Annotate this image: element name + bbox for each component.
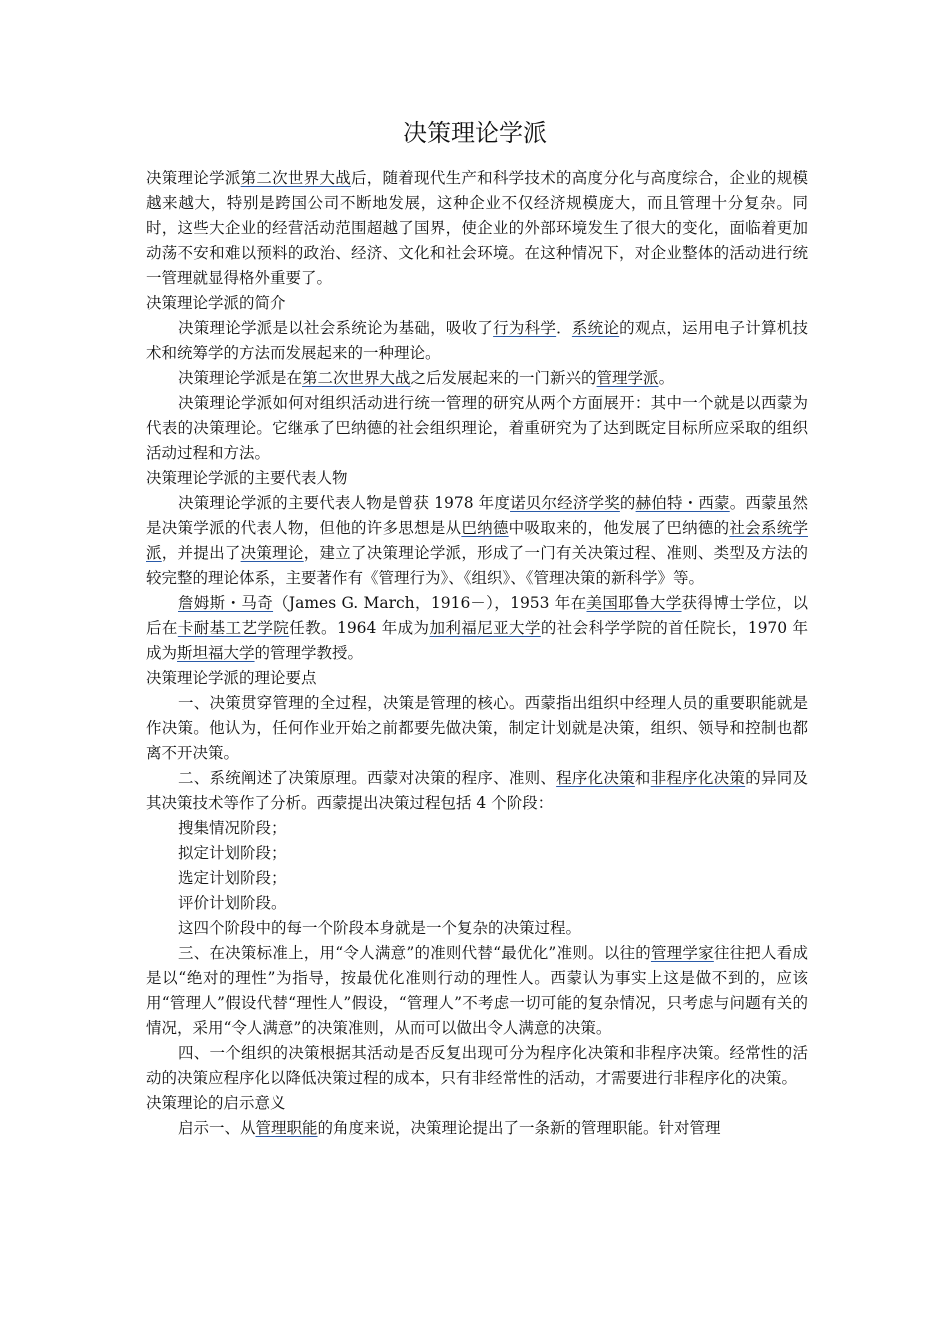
list-item bbox=[146, 891, 808, 916]
text-run: 决策理论学派的主要代表人物 bbox=[146, 469, 348, 487]
body-paragraph bbox=[146, 316, 808, 366]
text-run: （James G. March，1916－），1953 年在 bbox=[273, 594, 587, 612]
text-run: 的角度来说，决策理论提出了一条新的管理职能。针对管理 bbox=[317, 1119, 721, 1137]
body-paragraph bbox=[146, 491, 808, 591]
list-item bbox=[146, 916, 808, 941]
text-run: 选定计划阶段； bbox=[178, 869, 287, 887]
body-paragraph bbox=[146, 1041, 808, 1091]
hyperlink[interactable]: 社会系统学派 bbox=[146, 519, 808, 562]
hyperlink[interactable]: 管理职能 bbox=[255, 1119, 318, 1137]
text-run: 四、一个组织的决策根据其活动是否反复出现可分为程序化决策和非程序决策。经常性的活动的决策应程序化以降低决策过程的成本，只有非经常性的活动，才需要进行非程序化的决策。 bbox=[146, 1044, 808, 1087]
text-run: 的管理学教授。 bbox=[254, 644, 364, 662]
body-paragraph bbox=[146, 691, 808, 766]
document-title: 决策理论学派 bbox=[403, 119, 547, 147]
text-run: 任教。1964 年成为 bbox=[289, 619, 430, 637]
hyperlink[interactable]: 巴纳德 bbox=[461, 519, 509, 537]
hyperlink[interactable]: 诺贝尔经济学奖 bbox=[510, 494, 620, 512]
body-paragraph bbox=[146, 1116, 808, 1141]
body-paragraph bbox=[146, 591, 808, 666]
text-run: 决策理论的启示意义 bbox=[146, 1094, 286, 1112]
text-run: 决策理论学派是以社会系统论为基础，吸收了 bbox=[178, 319, 494, 337]
list-item bbox=[146, 866, 808, 891]
text-run: 三、在决策标准上，用“令人满意”的准则代替“最优化”准则。以往的 bbox=[178, 944, 651, 962]
body-paragraph bbox=[146, 941, 808, 1041]
hyperlink[interactable]: 管理学家 bbox=[650, 944, 714, 962]
text-run: 往往把人看成是以“绝对的理性”为指导，按最优化准则行动的理性人。西蒙认为事实上这是做不到的，应该用“管理人”假设代替“理性人”假设，“管理人”不考虑一切可能的复杂情况，只考虑与问题有关的情况，采用“令人满意”的决策准则，从而可以做出令人满意的决策。 bbox=[146, 944, 808, 1037]
text-run: 。西蒙虽然是决策学派的代表人物，但他的许多思想是从 bbox=[146, 494, 808, 537]
text-run: 决策理论学派的简介 bbox=[146, 294, 286, 312]
text-run: 和 bbox=[634, 769, 651, 787]
body-paragraph bbox=[146, 391, 808, 466]
body-paragraph bbox=[146, 766, 808, 816]
text-run: ，建立了决策理论学派，形成了一门有关决策过程、准则、类型及方法的较完整的理论体系，主要著作有《管理行为》、《组织》、《管理决策的新科学》等。 bbox=[146, 544, 808, 587]
text-run: 中吸取来的，他发展了巴纳德的 bbox=[508, 519, 730, 537]
text-run: 决策理论学派的主要代表人物是曾获 1978 年度 bbox=[178, 494, 511, 512]
document-body bbox=[146, 166, 808, 1141]
section-heading bbox=[146, 291, 808, 316]
text-run: 的观点，运用电子计算机技术和统筹学的方法而发展起来的一种理论。 bbox=[146, 319, 808, 362]
hyperlink[interactable]: 决策理论 bbox=[240, 544, 304, 562]
text-run: 获得博士学位，以后在 bbox=[146, 594, 808, 637]
hyperlink[interactable]: 美国耶鲁大学 bbox=[586, 594, 682, 612]
body-paragraph bbox=[146, 166, 808, 291]
section-heading bbox=[146, 1091, 808, 1116]
text-run: 决策理论学派的理论要点 bbox=[146, 669, 317, 687]
hyperlink[interactable]: 加利福尼亚大学 bbox=[429, 619, 541, 637]
text-run: 启示一、从 bbox=[178, 1119, 256, 1137]
text-run: 评价计划阶段。 bbox=[178, 894, 287, 912]
hyperlink[interactable]: 系统论 bbox=[571, 319, 620, 337]
hyperlink[interactable]: 管理学派 bbox=[596, 369, 659, 387]
hyperlink[interactable]: 行为科学 bbox=[493, 319, 557, 337]
text-run: 的社会科学学院的首任院长，1970 年成为 bbox=[146, 619, 808, 662]
hyperlink[interactable]: 程序化决策 bbox=[556, 769, 635, 787]
hyperlink[interactable]: 非程序化决策 bbox=[650, 769, 746, 787]
body-paragraph bbox=[146, 366, 808, 391]
text-run: 的异同及其决策技术等作了分析。西蒙提出决策过程包括 4 个阶段： bbox=[146, 769, 808, 812]
text-run: 决策理论学派 bbox=[146, 169, 241, 187]
text-run: 拟定计划阶段； bbox=[178, 844, 287, 862]
text-run: 二、系统阐述了决策原理。西蒙对决策的程序、准则、 bbox=[178, 769, 557, 787]
hyperlink[interactable]: 卡耐基工艺学院 bbox=[177, 619, 290, 637]
hyperlink[interactable]: 第二次世界大战 bbox=[302, 369, 411, 387]
text-run: 后，随着现代生产和科学技术的高度分化与高度综合，企业的规模越来越大，特别是跨国公司不断地发展，这种企业不仅经济规模庞大，而且管理十分复杂。同时，这些大企业的经营活动范围超越了国界，使企业的外部环境发生了很大的变化，面临着更加动荡不安和难以预料的政治、经济、文化和社会环境。在这种情况下，对企业整体的活动进行统一管理就显得格外重要了。 bbox=[146, 169, 808, 287]
text-run: 。 bbox=[658, 369, 675, 387]
text-run: ，并提出了 bbox=[161, 544, 241, 562]
text-run: 之后发展起来的一门新兴的 bbox=[410, 369, 597, 387]
hyperlink[interactable]: 詹姆斯・马奇 bbox=[178, 594, 274, 612]
text-run: 决策理论学派是在 bbox=[178, 369, 303, 387]
hyperlink[interactable]: 第二次世界大战 bbox=[240, 169, 351, 187]
text-run: ． bbox=[556, 319, 572, 337]
hyperlink[interactable]: 赫伯特・西蒙 bbox=[635, 494, 730, 512]
list-item bbox=[146, 841, 808, 866]
text-run: 搜集情况阶段； bbox=[178, 819, 287, 837]
hyperlink[interactable]: 斯坦福大学 bbox=[177, 644, 255, 662]
text-run: 一、决策贯穿管理的全过程，决策是管理的核心。西蒙指出组织中经理人员的重要职能就是作决策。他认为，任何作业开始之前都要先做决策，制定计划就是决策，组织、领导和控制也都离不开决策。 bbox=[146, 694, 808, 762]
text-run: 决策理论学派如何对组织活动进行统一管理的研究从两个方面展开：其中一个就是以西蒙为代表的决策理论。它继承了巴纳德的社会组织理论，着重研究为了达到既定目标所应采取的组织活动过程和方法。 bbox=[146, 394, 808, 462]
text-run: 这四个阶段中的每一个阶段本身就是一个复杂的决策过程。 bbox=[178, 919, 582, 937]
text-run: 的 bbox=[619, 494, 636, 512]
list-item bbox=[146, 816, 808, 841]
section-heading bbox=[146, 666, 808, 691]
section-heading bbox=[146, 466, 808, 491]
